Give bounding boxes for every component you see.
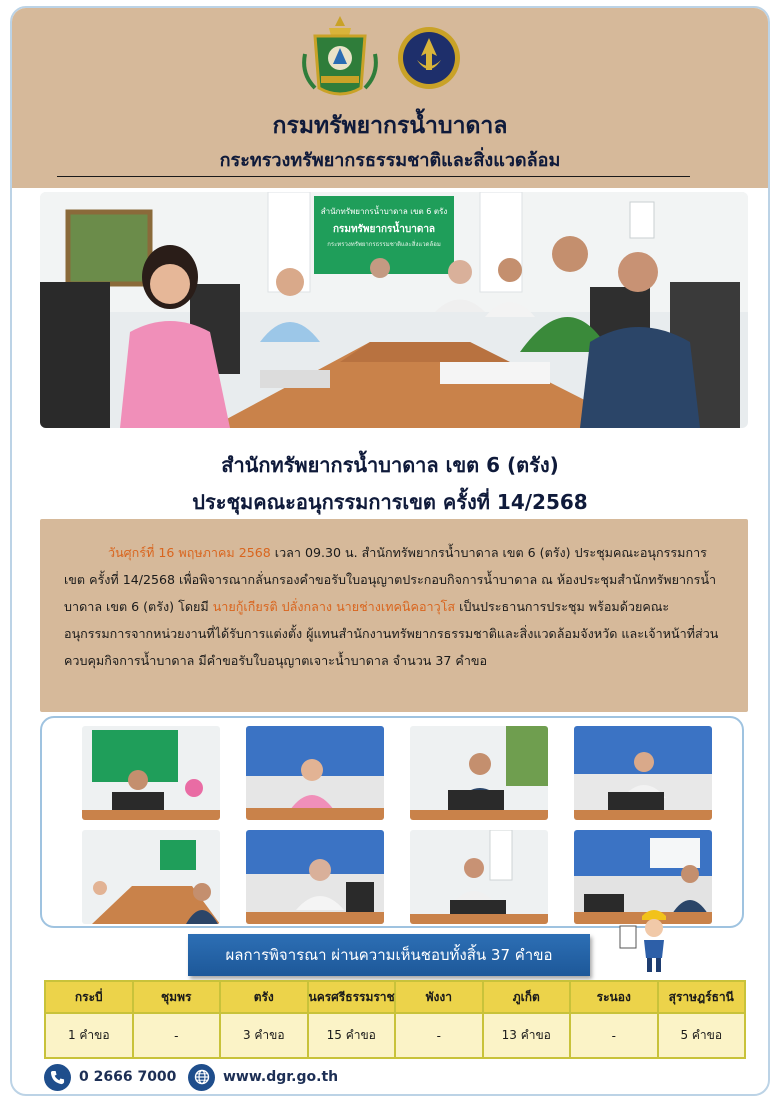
phone-contact[interactable] [44, 1063, 176, 1091]
hero-banner-line3: กระทรวงทรัพยากรธรรมชาติและสิ่งแวดล้อม [327, 241, 441, 248]
gallery-photo-7 [410, 830, 548, 924]
table-row [45, 1013, 745, 1058]
table-header-cell: ตรัง [220, 981, 308, 1013]
table-header-cell: สุราษฎร์ธานี [658, 981, 746, 1013]
meeting-title: ประชุมคณะอนุกรรมการเขต ครั้งที่ 14/2568 [192, 490, 588, 514]
website-link[interactable] [188, 1063, 338, 1091]
table-cell: 3 คำขอ [220, 1013, 308, 1058]
table-header-cell: ภูเก็ต [483, 981, 571, 1013]
globe-icon [188, 1064, 215, 1091]
table-cell: 1 คำขอ [45, 1013, 133, 1058]
table-header-row [45, 981, 745, 1013]
hero-banner-line1: สำนักทรัพยากรน้ำบาดาล เขต 6 ตรัง [320, 207, 448, 216]
gallery-photo-2 [246, 726, 384, 820]
header [12, 8, 768, 188]
table-cell: - [133, 1013, 221, 1058]
gallery-photo-3 [410, 726, 548, 820]
gallery-photo-4 [574, 726, 712, 820]
description-box [40, 519, 748, 712]
description-part2: เป็นประธานการประชุม พร้อมด้วยคณะอนุกรรมการจากหน่วยงานที่ได้รับการแต่งตั้ง ผู้แทนสำนักงานทรัพยากรธรรมชาติและสิ่งแวดล้อมจังหวัด และเจ้าหน้าที่ส่วนควบคุมกิจการน้ำบาดาล มีคำขอรับใบอนุญาตเจาะน้ำบาดาล จำนวน 37 คำขอ [64, 599, 719, 668]
photo-gallery [40, 716, 744, 928]
description-part1: เวลา 09.30 น. สำนักทรัพยากรน้ำบาดาล เขต 6 (ตรัง) ประชุมคณะอนุกรรมการเขต ครั้งที่ 14/2568 เพื่อพิจารณากลั่นกรองคำขอรับใบอนุญาตประกอบกิจการน้ำบาดาล ณ ห้องประชุมสำนักทรัพยากรน้ำบาดาล เขต 6 (ตรัง) โดยมี [64, 545, 717, 614]
table-header-cell: พังงา [395, 981, 483, 1013]
mascot-icon [618, 906, 670, 974]
table-header-cell: นครศรีธรรมราช [308, 981, 396, 1013]
phone-icon [44, 1064, 71, 1091]
gallery-photo-6 [246, 830, 384, 924]
table-cell: 5 คำขอ [658, 1013, 746, 1058]
ministry-title: กระทรวงทรัพยากรธรรมชาติและสิ่งแวดล้อม [219, 150, 561, 171]
meeting-date: วันศุกร์ที่ 16 พฤษภาคม 2568 [108, 545, 271, 560]
gallery-photo-1 [82, 726, 220, 820]
phone-number: 0 2666 7000 [79, 1069, 177, 1085]
chairperson: นายกู้เกียรติ ปลั่งกลาง นายช่างเทคนิคอาวุโส [212, 599, 456, 614]
table-cell: - [570, 1013, 658, 1058]
results-table [44, 980, 746, 1059]
result-banner: ผลการพิจารณา ผ่านความเห็นชอบทั้งสิ้น 37 คำขอ [188, 934, 590, 976]
meeting-photo [40, 192, 748, 428]
department-title: กรมทรัพยากรน้ำบาดาล [272, 113, 508, 139]
hero-banner-line2: กรมทรัพยากรน้ำบาดาล [332, 224, 436, 235]
table-header-cell: กระบี่ [45, 981, 133, 1013]
logo-row [12, 14, 768, 100]
table-cell: 13 คำขอ [483, 1013, 571, 1058]
office-title: สำนักทรัพยากรน้ำบาดาล เขต 6 (ตรัง) [221, 453, 559, 477]
table-header-cell: ระนอง [570, 981, 658, 1013]
website-url: www.dgr.go.th [223, 1069, 339, 1085]
table-cell: 15 คำขอ [308, 1013, 396, 1058]
poster-frame [10, 6, 770, 1096]
dgr-logo-icon [397, 26, 461, 90]
ministry-emblem-icon [299, 14, 381, 100]
table-header-cell: ชุมพร [133, 981, 221, 1013]
gallery-photo-5 [82, 830, 220, 924]
header-divider [57, 176, 690, 177]
table-cell: - [395, 1013, 483, 1058]
